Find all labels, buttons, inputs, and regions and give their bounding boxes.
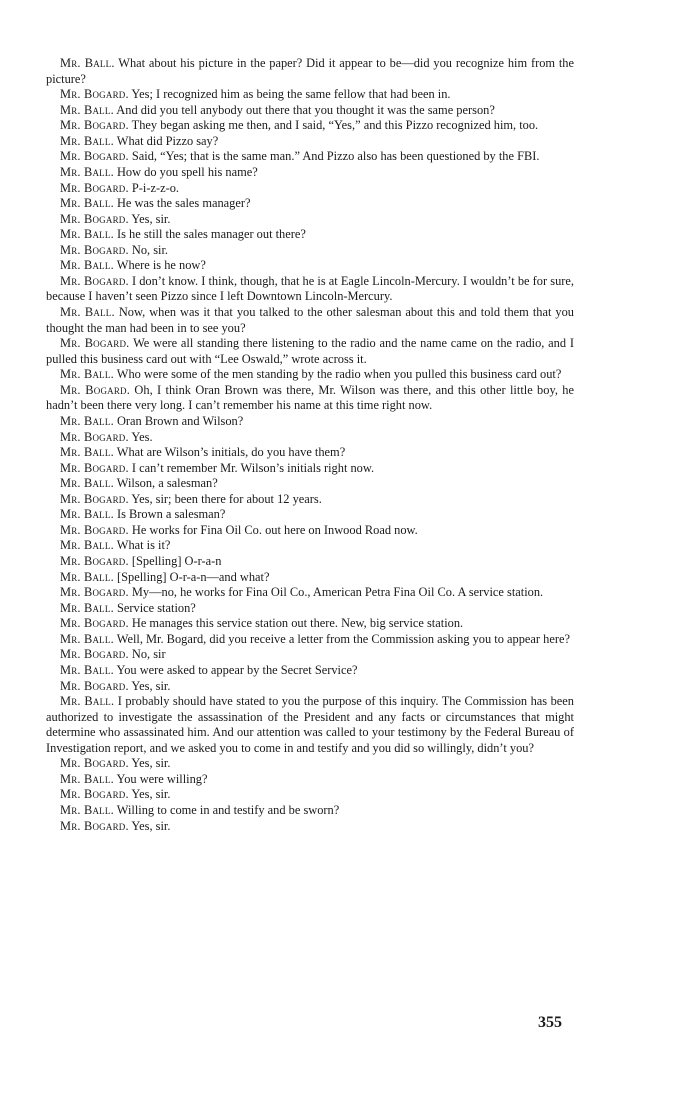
statement-text: Yes, sir. [131, 756, 171, 771]
testimony-paragraph [46, 367, 574, 383]
speaker-label: Mr. Bogard. [60, 180, 129, 195]
statement-text: You were asked to appear by the Secret Service? [116, 662, 358, 677]
speaker-label: Mr. Bogard. [60, 491, 129, 506]
statement-text: How do you spell his name? [116, 164, 258, 179]
testimony-paragraph [46, 430, 574, 446]
speaker-label: Mr. Ball. [60, 258, 114, 273]
speaker-label: Mr. Ball. [60, 367, 114, 382]
statement-text: I probably should have stated to you the purpose of this inquiry. The Commission has been authorized to investigate the assassination of the President and any facts or circumstances that might determine who assassinated him. And our attention was called to your testimony by the Federal Bureau of Investigation report, and we asked you to come in and testify and you did so willingly, didn’t you? [46, 694, 574, 755]
testimony-paragraph [46, 787, 574, 803]
speaker-label: Mr. Ball. [60, 56, 115, 70]
testimony-paragraph [46, 663, 574, 679]
testimony-paragraph [46, 616, 574, 632]
speaker-label: Mr. Ball. [60, 227, 114, 242]
speaker-label: Mr. Bogard. [60, 647, 129, 662]
testimony-paragraph [46, 803, 574, 819]
testimony-paragraph [46, 601, 574, 617]
statement-text: And did you tell anybody out there that you thought it was the same person? [116, 102, 495, 117]
speaker-label: Mr. Bogard. [60, 273, 129, 288]
statement-text: Oran Brown and Wilson? [116, 413, 244, 428]
testimony-paragraph [46, 149, 574, 165]
testimony-paragraph [46, 134, 574, 150]
speaker-label: Mr. Bogard. [60, 211, 129, 226]
speaker-label: Mr. Ball. [60, 538, 114, 553]
speaker-label: Mr. Bogard. [60, 756, 129, 771]
speaker-label: Mr. Ball. [60, 476, 114, 491]
speaker-label: Mr. Bogard. [60, 429, 129, 444]
testimony-paragraph [46, 258, 574, 274]
statement-text: What is it? [116, 538, 171, 553]
testimony-paragraph [46, 538, 574, 554]
speaker-label: Mr. Ball. [60, 413, 114, 428]
statement-text: He was the sales manager? [116, 196, 251, 211]
speaker-label: Mr. Bogard. [60, 382, 131, 397]
testimony-paragraph [46, 243, 574, 259]
statement-text: What are Wilson’s initials, do you have them? [116, 445, 346, 460]
statement-text: Yes, sir. [131, 678, 171, 693]
statement-text: Oh, I think Oran Brown was there, Mr. Wilson was there, and this other little boy, he hadn’t been there very long. I can’t remember his name at this time right now. [46, 382, 574, 413]
statement-text: Who were some of the men standing by the radio when you pulled this business card out? [116, 367, 562, 382]
statement-text: Said, “Yes; that is the same man.” And Pizzo also has been questioned by the FBI. [131, 149, 540, 164]
testimony-paragraph [46, 165, 574, 181]
speaker-label: Mr. Bogard. [60, 460, 129, 475]
testimony-paragraph [46, 523, 574, 539]
statement-text: Yes. [131, 429, 153, 444]
testimony-paragraph [46, 196, 574, 212]
speaker-label: Mr. Bogard. [60, 149, 129, 164]
testimony-paragraph [46, 756, 574, 772]
testimony-paragraph [46, 694, 574, 756]
speaker-label: Mr. Bogard. [60, 585, 129, 600]
testimony-paragraph [46, 212, 574, 228]
speaker-label: Mr. Bogard. [60, 818, 129, 833]
statement-text: My—no, he works for Fina Oil Co., American Petra Fina Oil Co. A service station. [131, 585, 544, 600]
speaker-label: Mr. Ball. [60, 196, 114, 211]
speaker-label: Mr. Bogard. [60, 336, 130, 351]
speaker-label: Mr. Bogard. [60, 118, 129, 133]
speaker-label: Mr. Ball. [60, 507, 114, 522]
testimony-paragraph [46, 87, 574, 103]
speaker-label: Mr. Bogard. [60, 87, 129, 102]
statement-text: I don’t know. I think, though, that he is at Eagle Lincoln-Mercury. I wouldn’t be for sure, because I haven’t seen Pizzo since I left Downtown Lincoln-Mercury. [46, 273, 574, 304]
statement-text: Yes, sir. [131, 787, 171, 802]
statement-text: What did Pizzo say? [116, 133, 219, 148]
statement-text: He works for Fina Oil Co. out here on Inwood Road now. [131, 522, 418, 537]
speaker-label: Mr. Ball. [60, 102, 114, 117]
testimony-paragraph [46, 585, 574, 601]
testimony-paragraph [46, 679, 574, 695]
testimony-paragraph [46, 414, 574, 430]
testimony-paragraph [46, 647, 574, 663]
testimony-paragraph [46, 336, 574, 367]
testimony-paragraph [46, 227, 574, 243]
speaker-label: Mr. Ball. [60, 133, 114, 148]
speaker-label: Mr. Ball. [60, 662, 114, 677]
statement-text: You were willing? [116, 771, 208, 786]
speaker-label: Mr. Ball. [60, 445, 114, 460]
testimony-paragraph [46, 445, 574, 461]
statement-text: [Spelling] O-r-a-n—and what? [116, 569, 270, 584]
page-number: 355 [538, 1014, 562, 1031]
statement-text: Where is he now? [116, 258, 206, 273]
statement-text: [Spelling] O-r-a-n [131, 554, 222, 568]
testimony-paragraph [46, 570, 574, 586]
statement-text: We were all standing there listening to the radio and the name came on the radio, and I pulled this business card out with “Lee Oswald,” wrote across it. [46, 336, 574, 366]
testimony-paragraph [46, 507, 574, 523]
testimony-paragraph [46, 554, 574, 570]
speaker-label: Mr. Bogard. [60, 554, 129, 568]
testimony-paragraph [46, 118, 574, 134]
testimony-paragraph [46, 819, 574, 835]
speaker-label: Mr. Ball. [60, 771, 114, 786]
statement-text: Service station? [116, 600, 196, 615]
testimony-paragraph [46, 56, 574, 87]
speaker-label: Mr. Ball. [60, 305, 115, 319]
speaker-label: Mr. Bogard. [60, 242, 129, 257]
statement-text: Yes; I recognized him as being the same fellow that had been in. [131, 87, 451, 102]
speaker-label: Mr. Ball. [60, 164, 114, 179]
statement-text: P-i-z-z-o. [131, 180, 180, 195]
statement-text: Yes, sir; been there for about 12 years. [131, 491, 322, 506]
speaker-label: Mr. Bogard. [60, 787, 129, 802]
statement-text: Willing to come in and testify and be sworn? [116, 803, 340, 817]
testimony-text [46, 56, 574, 834]
testimony-paragraph [46, 632, 574, 648]
statement-text: Yes, sir. [131, 818, 171, 833]
statement-text: No, sir. [131, 242, 169, 257]
statement-text: They began asking me then, and I said, “Yes,” and this Pizzo recognized him, too. [131, 118, 539, 133]
testimony-paragraph [46, 181, 574, 197]
statement-text: Is he still the sales manager out there? [116, 227, 306, 242]
testimony-paragraph [46, 274, 574, 305]
statement-text: No, sir [131, 647, 166, 662]
speaker-label: Mr. Ball. [60, 600, 114, 615]
statement-text: Yes, sir. [131, 211, 171, 226]
testimony-paragraph [46, 305, 574, 336]
speaker-label: Mr. Ball. [60, 631, 114, 646]
statement-text: Is Brown a salesman? [116, 507, 226, 522]
testimony-paragraph [46, 103, 574, 119]
speaker-label: Mr. Bogard. [60, 616, 129, 631]
testimony-paragraph [46, 461, 574, 477]
statement-text: Now, when was it that you talked to the other salesman about this and told them that you thought the man had been in to see you? [46, 305, 574, 335]
speaker-label: Mr. Ball. [60, 694, 115, 709]
speaker-label: Mr. Ball. [60, 569, 114, 584]
statement-text: He manages this service station out there. New, big service station. [131, 616, 464, 631]
testimony-paragraph [46, 476, 574, 492]
testimony-paragraph [46, 772, 574, 788]
statement-text: What about his picture in the paper? Did it appear to be—did you recognize him from the picture? [46, 56, 575, 86]
statement-text: Well, Mr. Bogard, did you receive a letter from the Commission asking you to appear here? [116, 631, 570, 646]
testimony-paragraph [46, 492, 574, 508]
speaker-label: Mr. Ball. [60, 803, 114, 817]
speaker-label: Mr. Bogard. [60, 678, 129, 693]
testimony-paragraph [46, 383, 574, 414]
speaker-label: Mr. Bogard. [60, 522, 129, 537]
statement-text: I can’t remember Mr. Wilson’s initials right now. [131, 460, 375, 475]
statement-text: Wilson, a salesman? [116, 476, 218, 491]
